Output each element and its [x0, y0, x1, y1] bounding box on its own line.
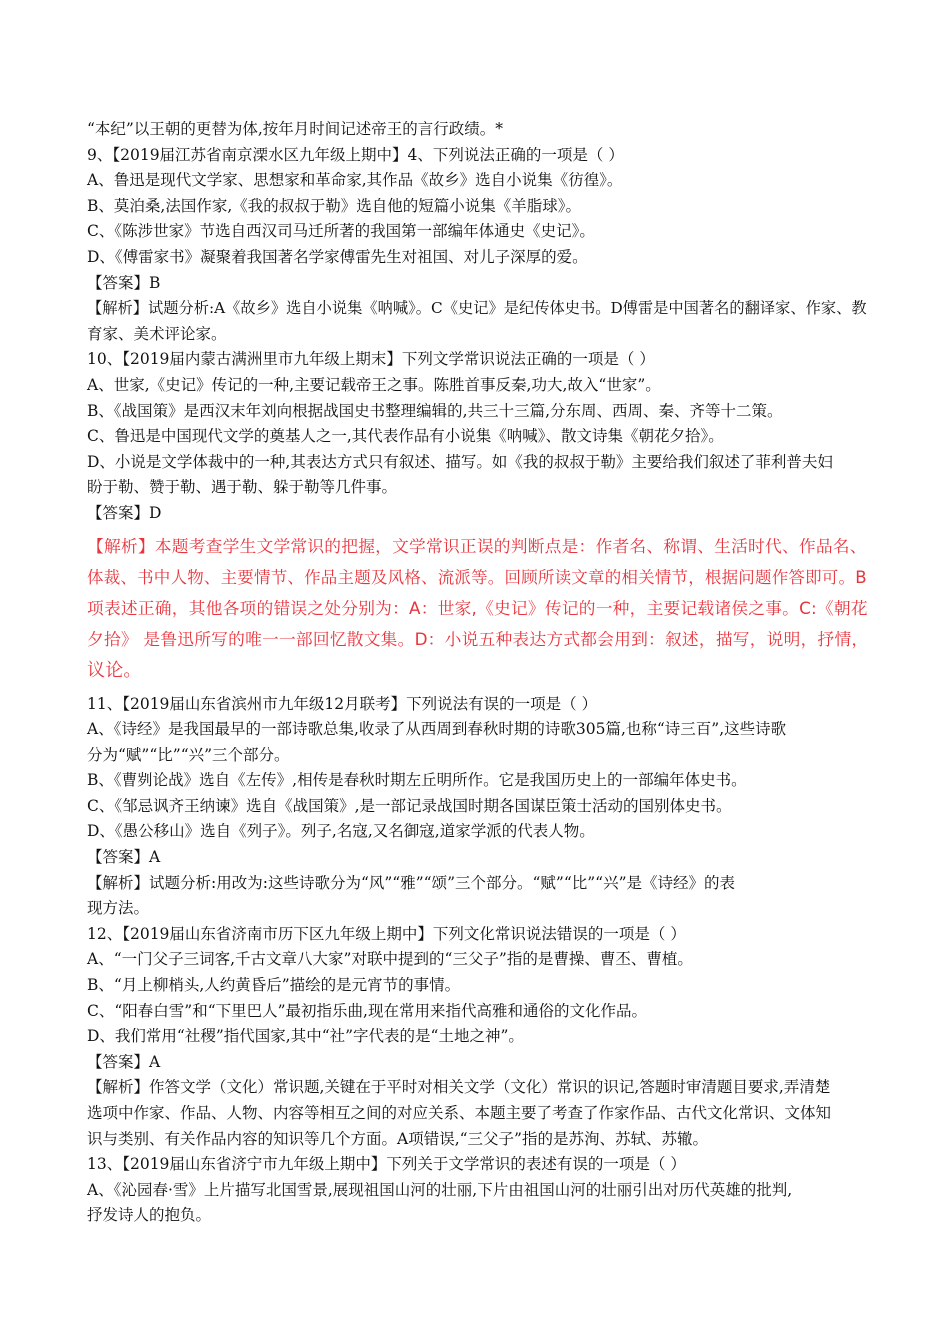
- analysis-line: 【解析】本题考查学生文学常识的把握，文学常识正误的判断点是：作者名、称谓、生活时代、作品名、: [87, 535, 867, 556]
- question-11-option-a: A、《诗经》是我国最早的一部诗歌总集,收录了从西周到春秋时期的诗歌305篇,也称“诗三百”,这些诗歌: [87, 720, 787, 739]
- question-11-title: 11、【2019届山东省滨州市九年级12月联考】下列说法有误的一项是（ ）: [87, 694, 598, 713]
- question-12-option-d: D、我们常用“社稷”指代国家,其中“社”字代表的是“土地之神”。: [87, 1027, 524, 1046]
- question-10-option-a: A、世家,《史记》传记的一种,主要记载帝王之事。陈胜首事反秦,功大,故入“世家”。: [87, 375, 661, 394]
- question-9-title: 9、【2019届江苏省南京溧水区九年级上期中】4、下列说法正确的一项是（ ）: [87, 145, 624, 164]
- question-12-option-a: A、“一门父子三词客,千古文章八大家”对联中提到的“三父子”指的是曹操、曹丕、曹植。: [87, 950, 693, 969]
- text-line: “本纪”以王朝的更替为体,按年月时间记述帝王的言行政绩。*: [87, 120, 504, 138]
- question-13-option-a: A、《沁园春·雪》上片描写北国雪景,展现祖国山河的壮丽,下片由祖国山河的壮丽引出对历代英雄的批判,: [87, 1180, 793, 1199]
- question-11-answer: 【答案】A: [87, 848, 161, 867]
- question-11-option-c: C、《邹忌讽齐王纳谏》选自《战国策》,是一部记录战国时期各国谋臣策士活动的国别体史书。: [87, 796, 732, 815]
- document-body: [87, 117, 877, 1229]
- question-11-analysis-cont: 现方法。: [87, 899, 150, 918]
- question-12-title: 12、【2019届山东省济南市历下区九年级上期中】下列文化常识说法错误的一项是（ ）: [87, 924, 686, 943]
- question-9-option-b: B、莫泊桑,法国作家,《我的叔叔于勒》选自他的短篇小说集《羊脂球》。: [87, 196, 581, 215]
- question-9-option-a: A、鲁迅是现代文学家、思想家和革命家,其作品《故乡》选自小说集《彷徨》。: [87, 171, 623, 190]
- analysis-line: 夕拾》 是鲁迅所写的唯一一部回忆散文集。D：小说五种表达方式都会用到：叙述，描写，说明，抒情，: [87, 628, 869, 649]
- question-12-analysis-cont: 选项中作家、作品、人物、内容等相互之间的对应关系、本题主要了考查了作家作品、古代文化常识、文体知: [87, 1104, 832, 1122]
- question-9-option-d: D、《傅雷家书》凝聚着我国著名学家傅雷先生对祖国、对儿子深厚的爱。: [87, 247, 588, 266]
- question-13-option-a-cont: 抒发诗人的抱负。: [87, 1206, 212, 1225]
- analysis-line: 体裁、书中人物、主要情节、作品主题及风格、流派等。回顾所读文章的相关情节，根据问题作答即可。B: [87, 567, 867, 587]
- question-11-option-d: D、《愚公移山》选自《列子》。列子,名寇,又名御寇,道家学派的代表人物。: [87, 822, 595, 841]
- question-12-option-c: C、“阳春白雪”和“下里巴人”最初指乐曲,现在常用来指代高雅和通俗的文化作品。: [87, 1001, 647, 1020]
- question-10-analysis-highlight: [87, 531, 877, 686]
- question-11-option-b: B、《曹刿论战》选自《左传》,相传是春秋时期左丘明所作。它是我国历史上的一部编年体史书。: [87, 771, 747, 790]
- question-9-analysis-cont: 育家、美术评论家。: [87, 324, 227, 343]
- question-9-answer: 【答案】B: [87, 273, 161, 292]
- question-11-option-a-cont: 分为“赋”“比”“兴”三个部分。: [87, 745, 290, 764]
- question-10-option-d: D、小说是文学体裁中的一种,其表达方式只有叙述、描写。如《我的叔叔于勒》主要给我们叙述了菲利普夫妇: [87, 452, 833, 471]
- question-12-analysis-cont: 识与类别、有关作品内容的知识等几个方面。A项错误,“三父子”指的是苏洵、苏轼、苏辙。: [87, 1129, 708, 1148]
- analysis-line: 议论。: [87, 659, 142, 681]
- question-10-option-c: C、鲁迅是中国现代文学的奠基人之一,其代表作品有小说集《呐喊》、散文诗集《朝花夕拾》。: [87, 427, 724, 446]
- question-12-option-b: B、“月上柳梢头,人约黄昏后”描绘的是元宵节的事情。: [87, 976, 461, 995]
- question-12-analysis: 【解析】作答文学（文化）常识题,关键在于平时对相关文学（文化）常识的识记,答题时审清题目要求,弄清楚: [87, 1078, 831, 1097]
- question-10-option-d-cont: 盼于勒、赞于勒、遇于勒、躲于勒等几件事。: [87, 478, 398, 497]
- question-10-option-b: B、《战国策》是西汉末年刘向根据战国史书整理编辑的,共三十三篇,分东周、西周、秦、齐等十二策。: [87, 401, 783, 420]
- question-9-analysis: 【解析】试题分析:A《故乡》选自小说集《呐喊》。C《史记》是纪传体史书。D傅雷是中国著名的翻译家、作家、教: [87, 299, 867, 318]
- question-13-title: 13、【2019届山东省济宁市九年级上期中】下列关于文学常识的表述有误的一项是（ ）: [87, 1155, 686, 1174]
- question-9-option-c: C、《陈涉世家》节选自西汉司马迁所著的我国第一部编年体通史《史记》。: [87, 222, 595, 241]
- question-11-analysis: 【解析】试题分析:用改为:这些诗歌分为“风”“雅”“颂”三个部分。“赋”“比”“兴”是《诗经》的表: [87, 873, 736, 892]
- analysis-line: 项表述正确，其他各项的错误之处分别为：A：世家,《史记》传记的一种，主要记载诸侯之事。C:《朝花: [87, 597, 868, 618]
- question-12-answer: 【答案】A: [87, 1052, 161, 1071]
- question-10-answer: 【答案】D: [87, 503, 162, 522]
- question-10-title: 10、【2019届内蒙古满洲里市九年级上期末】下列文学常识说法正确的一项是（ ）: [87, 350, 655, 369]
